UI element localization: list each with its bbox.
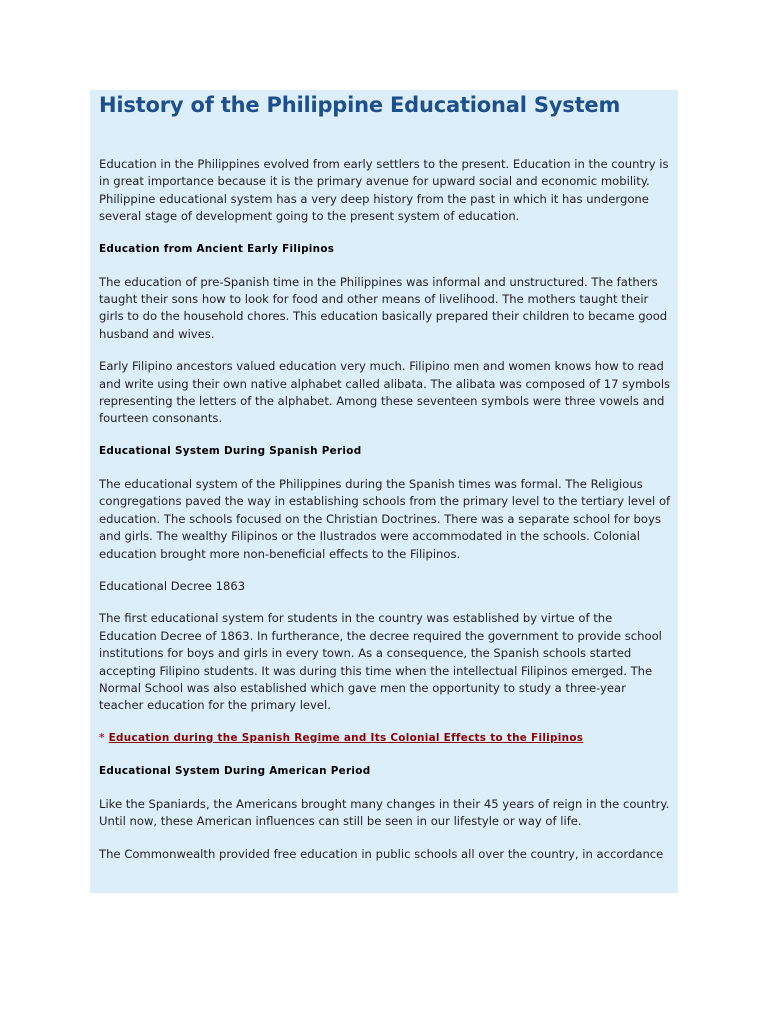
paragraph-american-1: Like the Spaniards, the Americans brought many changes in their 45 years of reign in the country. Until now, these American influences can still be seen in our lifestyle or way of life. <box>99 796 670 829</box>
heading-spanish: Educational System During Spanish Period <box>99 444 362 457</box>
paragraph-american-2: The Commonwealth provided free education in public schools all over the country, in accordance <box>99 846 664 861</box>
paragraph-ancient-1: The education of pre-Spanish time in the Philippines was informal and unstructured. The fathers taught their sons how to look for food and other means of livelihood. The mothers taught their girls to do the household chores. This education basically prepared their children to became good husband and wives. <box>99 274 668 341</box>
document-body <box>99 156 671 878</box>
document-page <box>90 90 678 893</box>
subheading-decree-1863: Educational Decree 1863 <box>99 578 246 593</box>
paragraph-decree: The first educational system for students in the country was established by virtue of the Education Decree of 1863. In furtherance, the decree required the government to provide school institutions for boys and girls in every town. As a consequence, the Spanish schools started accepting Filipino students. It was during this time when the intellectual Filipinos emerged. The Normal School was also established which gave men the opportunity to study a three-year teacher education for the primary level. <box>99 611 662 713</box>
related-link-row <box>99 730 671 747</box>
heading-ancient: Education from Ancient Early Filipinos <box>99 242 335 255</box>
heading-american: Educational System During American Period <box>99 764 371 777</box>
paragraph-spanish-1: The educational system of the Philippines during the Spanish times was formal. The Religious congregations paved the way in establishing schools from the primary level to the tertiary level of education. The schools focused on the Christian Doctrines. There was a separate school for boys and girls. The wealthy Filipinos or the Ilustrados were accommodated in the schools. Colonial education brought more non-beneficial effects to the Filipinos. <box>99 476 671 561</box>
document-title: History of the Philippine Educational System <box>99 93 621 117</box>
spanish-regime-link[interactable]: Education during the Spanish Regime and Its Colonial Effects to the Filipinos <box>108 731 584 744</box>
paragraph-ancient-2: Early Filipino ancestors valued education very much. Filipino men and women knows how to read and write using their own native alphabet called alibata. The alibata was composed of 17 symbols representing the letters of the alphabet. Among these seventeen symbols were three vowels and fourteen consonants. <box>99 359 671 426</box>
asterisk-marker: * <box>99 731 105 744</box>
intro-paragraph: Education in the Philippines evolved from early settlers to the present. Education in the country is in great importance because it is the primary avenue for upward social and economic mobility. Philippine educational system has a very deep history from the past in which it has undergone several stage of development going to the present system of education. <box>99 157 669 224</box>
